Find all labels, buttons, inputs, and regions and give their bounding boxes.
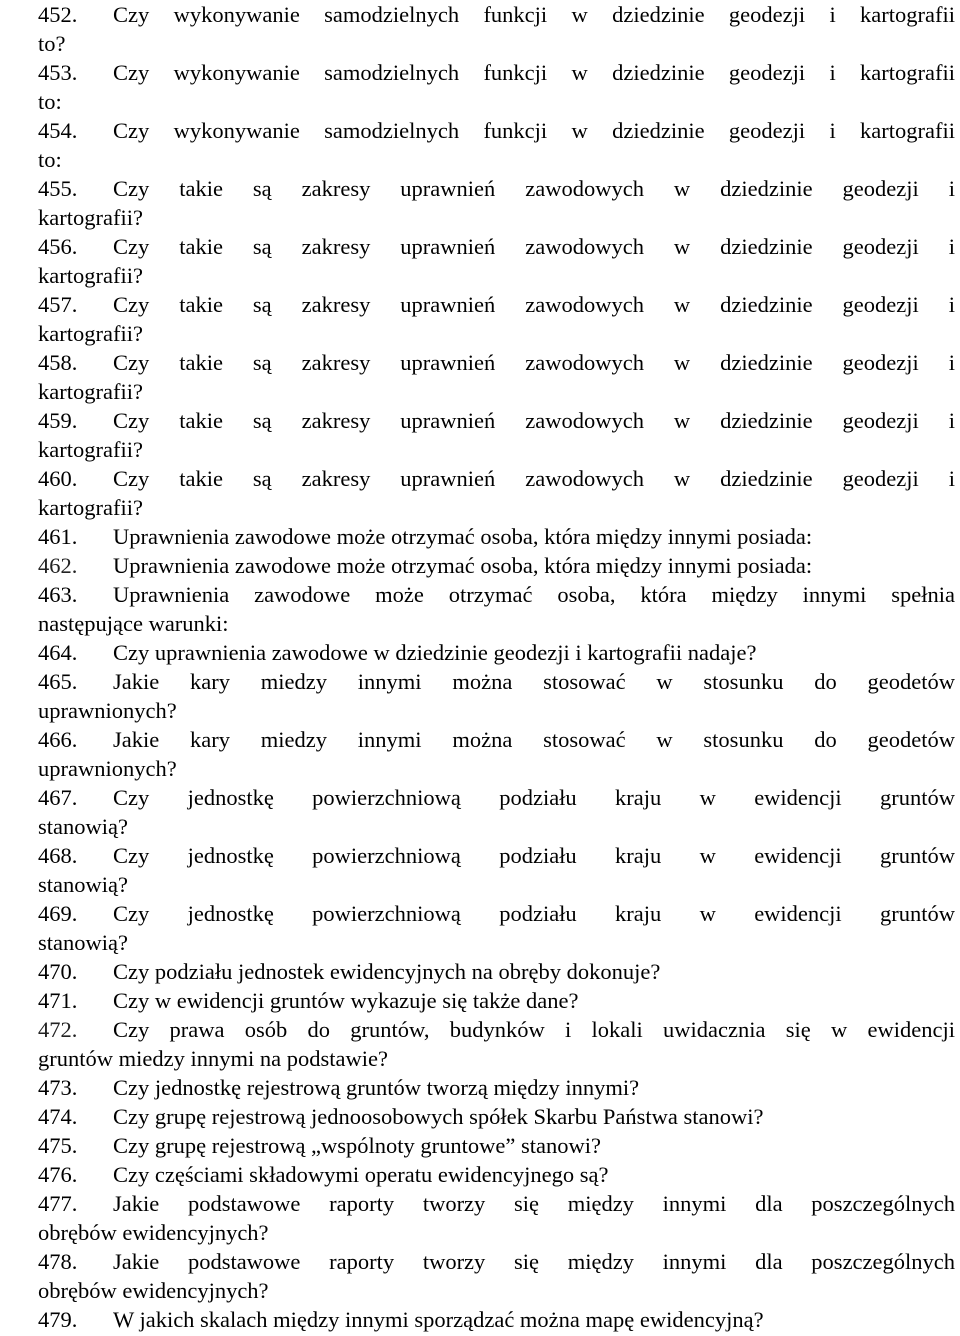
question-text: Czy takie są zakresy uprawnień zawodowych w dziedzinie geodezji i [113, 234, 955, 259]
question-item [38, 464, 955, 522]
question-item [38, 1247, 955, 1305]
question-item [38, 1015, 955, 1073]
question-item [38, 638, 955, 667]
question-number: 475. [38, 1133, 78, 1158]
question-item [38, 232, 955, 290]
question-text: Czy wykonywanie samodzielnych funkcji w dziedzinie geodezji i kartografii [113, 60, 955, 85]
question-number: 473. [38, 1075, 78, 1100]
question-text-continuation: to? [38, 31, 66, 56]
question-text: Jakie podstawowe raporty tworzy się między innymi dla poszczególnych [113, 1191, 955, 1216]
question-number: 463. [38, 582, 78, 607]
question-number: 453. [38, 60, 78, 85]
question-item [38, 957, 955, 986]
question-item [38, 783, 955, 841]
question-item [38, 0, 955, 58]
question-item [38, 667, 955, 725]
question-text-continuation: uprawnionych? [38, 698, 177, 723]
question-item [38, 116, 955, 174]
question-text-continuation: kartografii? [38, 379, 143, 404]
question-number: 478. [38, 1249, 78, 1274]
question-number: 455. [38, 176, 78, 201]
question-text-continuation: to: [38, 147, 62, 172]
question-text: Uprawnienia zawodowe może otrzymać osoba, która między innymi posiada: [113, 553, 813, 578]
question-item [38, 986, 955, 1015]
question-item [38, 1305, 955, 1334]
question-number: 467. [38, 785, 78, 810]
question-item [38, 174, 955, 232]
question-item [38, 348, 955, 406]
question-item [38, 1160, 955, 1189]
question-number: 465. [38, 669, 78, 694]
question-text: Czy grupę rejestrową „wspólnoty gruntowe” stanowi? [113, 1133, 601, 1158]
question-number: 479. [38, 1307, 78, 1332]
question-text: Uprawnienia zawodowe może otrzymać osoba, która między innymi spełnia [113, 582, 955, 607]
question-number: 454. [38, 118, 78, 143]
question-number: 474. [38, 1104, 78, 1129]
question-number: 457. [38, 292, 78, 317]
question-text: Czy wykonywanie samodzielnych funkcji w dziedzinie geodezji i kartografii [113, 2, 955, 27]
question-text: Czy w ewidencji gruntów wykazuje się także dane? [113, 988, 579, 1013]
question-text: Czy takie są zakresy uprawnień zawodowych w dziedzinie geodezji i [113, 176, 955, 201]
question-item [38, 522, 955, 551]
question-item [38, 1189, 955, 1247]
question-number: 456. [38, 234, 78, 259]
question-text-continuation: gruntów miedzy innymi na podstawie? [38, 1046, 388, 1071]
question-number: 459. [38, 408, 78, 433]
question-text-continuation: stanowią? [38, 814, 128, 839]
question-text: Czy jednostkę powierzchniową podziału kraju w ewidencji gruntów [113, 901, 955, 926]
question-text-continuation: kartografii? [38, 321, 143, 346]
question-text-continuation: kartografii? [38, 495, 143, 520]
question-text: Jakie podstawowe raporty tworzy się między innymi dla poszczególnych [113, 1249, 955, 1274]
question-item [38, 841, 955, 899]
question-text: Czy takie są zakresy uprawnień zawodowych w dziedzinie geodezji i [113, 350, 955, 375]
question-item [38, 290, 955, 348]
question-item [38, 1102, 955, 1131]
question-text: Czy grupę rejestrową jednoosobowych spółek Skarbu Państwa stanowi? [113, 1104, 764, 1129]
question-text: Jakie kary miedzy innymi można stosować w stosunku do geodetów [113, 669, 955, 694]
question-text: W jakich skalach między innymi sporządzać można mapę ewidencyjną? [113, 1307, 764, 1332]
question-text: Uprawnienia zawodowe może otrzymać osoba, która między innymi posiada: [113, 524, 813, 549]
question-text: Czy prawa osób do gruntów, budynków i lokali uwidacznia się w ewidencji [113, 1017, 955, 1042]
question-item [38, 406, 955, 464]
question-text-continuation: stanowią? [38, 930, 128, 955]
question-number: 464. [38, 640, 78, 665]
question-text: Czy jednostkę powierzchniową podziału kraju w ewidencji gruntów [113, 785, 955, 810]
question-item [38, 58, 955, 116]
question-text: Czy takie są zakresy uprawnień zawodowych w dziedzinie geodezji i [113, 408, 955, 433]
question-number: 476. [38, 1162, 78, 1187]
question-number: 462. [38, 553, 78, 578]
question-text: Czy podziału jednostek ewidencyjnych na obręby dokonuje? [113, 959, 661, 984]
question-text-continuation: obrębów ewidencyjnych? [38, 1278, 269, 1303]
question-item [38, 580, 955, 638]
question-text-continuation: kartografii? [38, 205, 143, 230]
question-item [38, 551, 955, 580]
question-number: 461. [38, 524, 78, 549]
question-text: Czy wykonywanie samodzielnych funkcji w dziedzinie geodezji i kartografii [113, 118, 955, 143]
question-number: 470. [38, 959, 78, 984]
question-text: Czy częściami składowymi operatu ewidencyjnego są? [113, 1162, 609, 1187]
question-item [38, 899, 955, 957]
question-text: Czy jednostkę rejestrową gruntów tworzą między innymi? [113, 1075, 640, 1100]
question-text: Czy uprawnienia zawodowe w dziedzinie geodezji i kartografii nadaje? [113, 640, 757, 665]
question-number: 460. [38, 466, 78, 491]
question-number: 468. [38, 843, 78, 868]
question-text-continuation: uprawnionych? [38, 756, 177, 781]
question-text: Czy jednostkę powierzchniową podziału kraju w ewidencji gruntów [113, 843, 955, 868]
question-number: 466. [38, 727, 78, 752]
question-number: 477. [38, 1191, 78, 1216]
question-text-continuation: obrębów ewidencyjnych? [38, 1220, 269, 1245]
question-item [38, 725, 955, 783]
question-text: Jakie kary miedzy innymi można stosować w stosunku do geodetów [113, 727, 955, 752]
question-item [38, 1131, 955, 1160]
question-item [38, 1073, 955, 1102]
question-number: 452. [38, 2, 78, 27]
question-number: 458. [38, 350, 78, 375]
question-text-continuation: stanowią? [38, 872, 128, 897]
question-number: 472. [38, 1017, 78, 1042]
question-text-continuation: następujące warunki: [38, 611, 229, 636]
question-text-continuation: kartografii? [38, 263, 143, 288]
question-text-continuation: to: [38, 89, 62, 114]
question-text: Czy takie są zakresy uprawnień zawodowych w dziedzinie geodezji i [113, 292, 955, 317]
question-number: 469. [38, 901, 78, 926]
question-text-continuation: kartografii? [38, 437, 143, 462]
question-number: 471. [38, 988, 78, 1013]
question-text: Czy takie są zakresy uprawnień zawodowych w dziedzinie geodezji i [113, 466, 955, 491]
